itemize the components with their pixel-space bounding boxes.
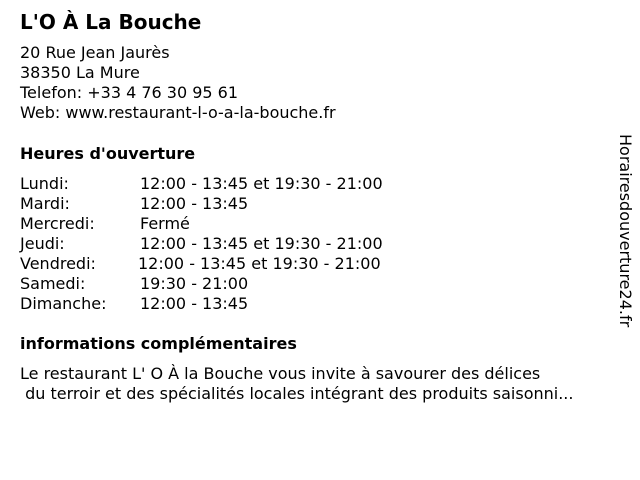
day-hours: Fermé bbox=[140, 214, 190, 233]
hours-row-thursday bbox=[20, 234, 450, 254]
day-label: Dimanche: bbox=[20, 294, 107, 313]
day-hours: 12:00 - 13:45 bbox=[140, 294, 249, 313]
phone-number: Telefon: +33 4 76 30 95 61 bbox=[20, 83, 239, 102]
hours-row-monday bbox=[20, 174, 450, 194]
description-line-1: Le restaurant L' O À la Bouche vous invite à savourer des délices bbox=[20, 364, 541, 383]
address-street: 20 Rue Jean Jaurès bbox=[20, 43, 170, 62]
restaurant-name: L'O À La Bouche bbox=[20, 10, 202, 34]
day-hours: 12:00 - 13:45 bbox=[140, 194, 249, 213]
day-label: Mercredi: bbox=[20, 214, 95, 233]
day-hours: 12:00 - 13:45 et 19:30 - 21:00 bbox=[140, 174, 383, 193]
hours-row-saturday bbox=[20, 274, 450, 294]
day-label: Samedi: bbox=[20, 274, 86, 293]
opening-hours-heading: Heures d'ouverture bbox=[20, 144, 196, 163]
watermark-text: Horairesdouverture24.fr bbox=[616, 134, 635, 328]
day-label: Lundi: bbox=[20, 174, 69, 193]
address-city: 38350 La Mure bbox=[20, 63, 140, 82]
additional-info-heading: informations complémentaires bbox=[20, 334, 297, 353]
watermark-container bbox=[612, 134, 636, 346]
description-line-2: du terroir et des spécialités locales intégrant des produits saisonni... bbox=[20, 384, 574, 403]
day-label: Vendredi: bbox=[20, 254, 96, 273]
opening-hours-table bbox=[20, 174, 450, 314]
day-hours: 12:00 - 13:45 et 19:30 - 21:00 bbox=[140, 234, 383, 253]
hours-row-sunday bbox=[20, 294, 450, 314]
day-hours: 12:00 - 13:45 et 19:30 - 21:00 bbox=[138, 254, 381, 273]
website-link: Web: www.restaurant-l-o-a-la-bouche.fr bbox=[20, 103, 336, 122]
hours-row-tuesday bbox=[20, 194, 450, 214]
hours-row-friday bbox=[20, 254, 450, 274]
day-label: Jeudi: bbox=[20, 234, 65, 253]
address-block bbox=[20, 43, 336, 123]
hours-row-wednesday bbox=[20, 214, 450, 234]
day-label: Mardi: bbox=[20, 194, 70, 213]
description-text bbox=[20, 364, 573, 404]
day-hours: 19:30 - 21:00 bbox=[140, 274, 249, 293]
